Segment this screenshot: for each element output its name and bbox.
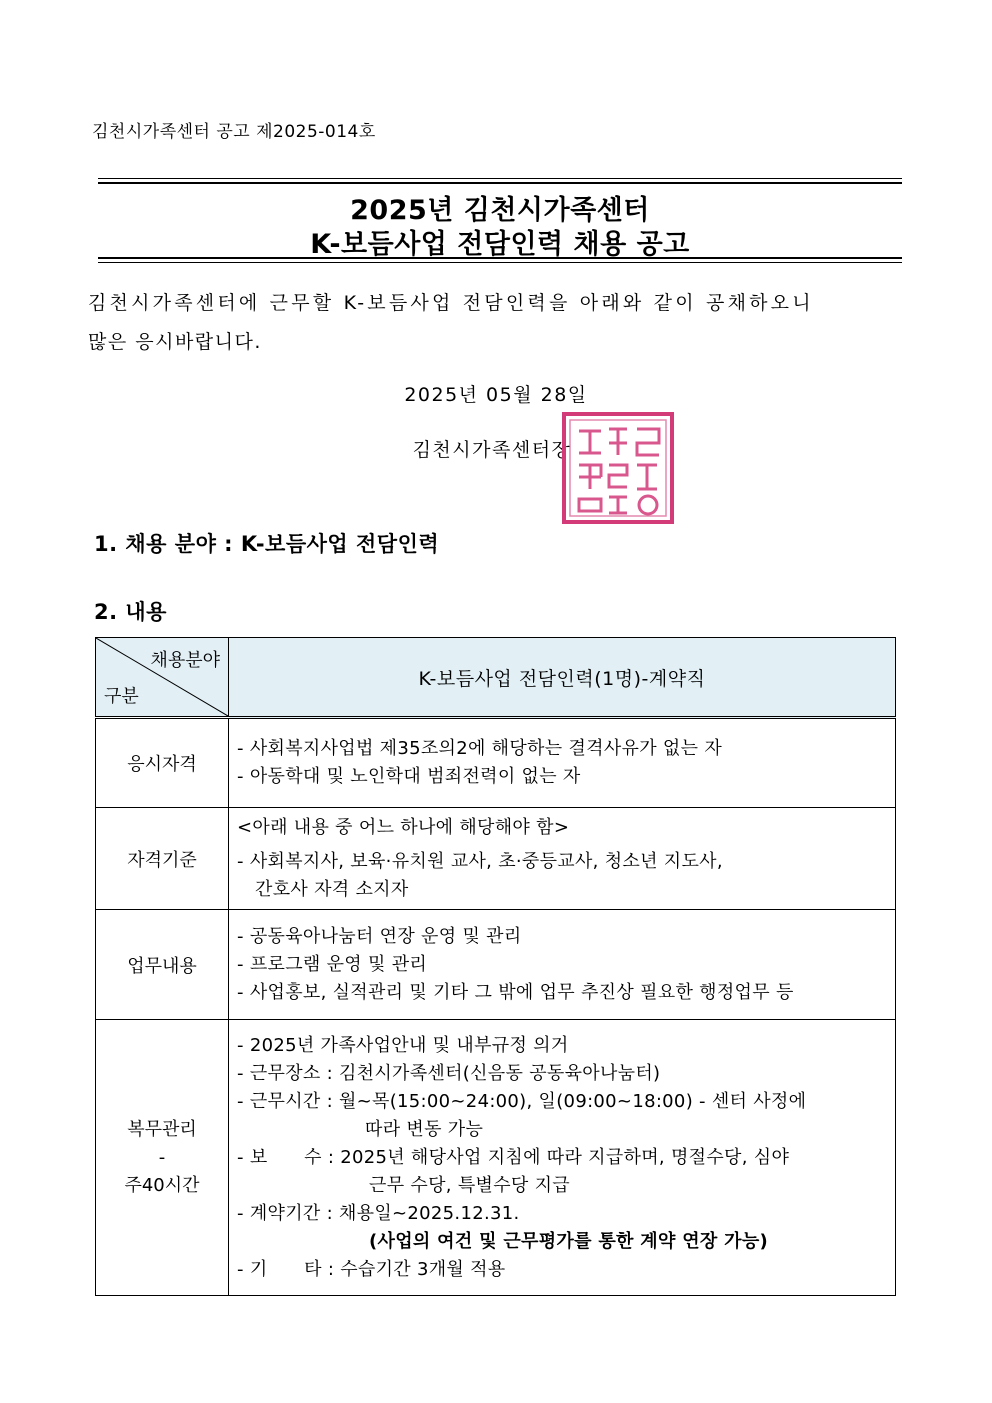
table-row <box>96 910 896 1020</box>
title-line-2: K-보듬사업 전담인력 채용 공고 <box>310 229 690 260</box>
intro-line-1: 김천시가족센터에 근무할 K-보듬사업 전담인력을 아래와 같이 공채하오니 <box>88 292 814 314</box>
service-line: (사업의 여건 및 근무평가를 통한 계약 연장 가능) <box>369 1230 769 1252</box>
service-line: 따라 변동 가능 <box>365 1118 484 1140</box>
table-row <box>96 808 896 910</box>
service-line: 근무 수당, 특별수당 지급 <box>369 1174 570 1196</box>
section-1-heading: 1. 채용 분야 : K-보듬사업 전담인력 <box>94 532 440 556</box>
title-bottom-rule <box>98 257 902 259</box>
announcement-date: 2025년 05월 28일 <box>404 384 588 406</box>
eligibility-line: - 사회복지사업법 제35조의2에 해당하는 결격사유가 없는 자 <box>237 738 723 759</box>
table-row <box>96 1020 896 1296</box>
row-content-eligibility <box>229 718 896 808</box>
intro-line-2: 많은 응시바랍니다. <box>88 331 262 353</box>
service-line: - 계약기간 : 채용일~2025.12.31. <box>237 1202 520 1224</box>
duties-line: - 프로그램 운영 및 관리 <box>237 953 428 975</box>
service-line: - 근무시간 : 월~목(15:00~24:00), 일(09:00~18:00) - 센터 사정에 <box>237 1090 807 1112</box>
row-label-eligibility: 응시자격 <box>96 718 229 808</box>
row-content-criteria <box>229 808 896 910</box>
service-line: - 2025년 가족사업안내 및 내부규정 의거 <box>237 1034 569 1056</box>
duties-line: - 공동육아나눔터 연장 운영 및 관리 <box>237 925 522 947</box>
service-label-line-2: - <box>158 1146 166 1168</box>
service-line: - 기 타 : 수습기간 3개월 적용 <box>237 1258 506 1280</box>
title-top-rule <box>98 178 902 179</box>
table-header-row <box>96 638 896 718</box>
header-diagonal-cell <box>96 638 229 718</box>
header-field-label: 채용분야 <box>150 650 220 671</box>
header-position-title: K-보듬사업 전담인력(1명)-계약직 <box>229 638 896 718</box>
eligibility-line: - 아동학대 및 노인학대 범죄전력이 없는 자 <box>237 766 581 787</box>
service-label-line-3: 주40시간 <box>124 1174 200 1196</box>
criteria-heading: <아래 내용 중 어느 하나에 해당해야 함> <box>237 816 570 838</box>
title-bottom-rule-2 <box>98 262 902 263</box>
row-label-duties: 업무내용 <box>96 910 229 1020</box>
duties-line: - 사업홍보, 실적관리 및 기타 그 밖에 업무 추진상 필요한 행정업무 등 <box>237 981 794 1003</box>
service-line: - 보 수 : 2025년 해당사업 지침에 따라 지급하며, 명절수당, 심야 <box>237 1146 790 1168</box>
header-category-label: 구분 <box>104 686 139 707</box>
title-line-1: 2025년 김천시가족센터 <box>350 195 650 226</box>
criteria-line: 간호사 자격 소지자 <box>255 878 409 900</box>
row-content-service <box>229 1020 896 1296</box>
notice-number: 김천시가족센터 공고 제2025-014호 <box>92 122 376 142</box>
criteria-line: - 사회복지사, 보육·유치원 교사, 초·중등교사, 청소년 지도사, <box>237 850 723 872</box>
section-2-heading: 2. 내용 <box>94 600 167 624</box>
table-row <box>96 718 896 808</box>
issuer-name: 김천시가족센터장 <box>412 439 572 461</box>
row-label-service <box>96 1020 229 1296</box>
recruitment-table <box>95 637 896 1296</box>
row-content-duties <box>229 910 896 1020</box>
service-label-line-1: 복무관리 <box>127 1118 197 1140</box>
official-seal-icon <box>561 411 675 525</box>
service-line: - 근무장소 : 김천시가족센터(신음동 공동육아나눔터) <box>237 1062 661 1084</box>
row-label-criteria: 자격기준 <box>96 808 229 910</box>
title-top-rule-2 <box>98 182 902 184</box>
